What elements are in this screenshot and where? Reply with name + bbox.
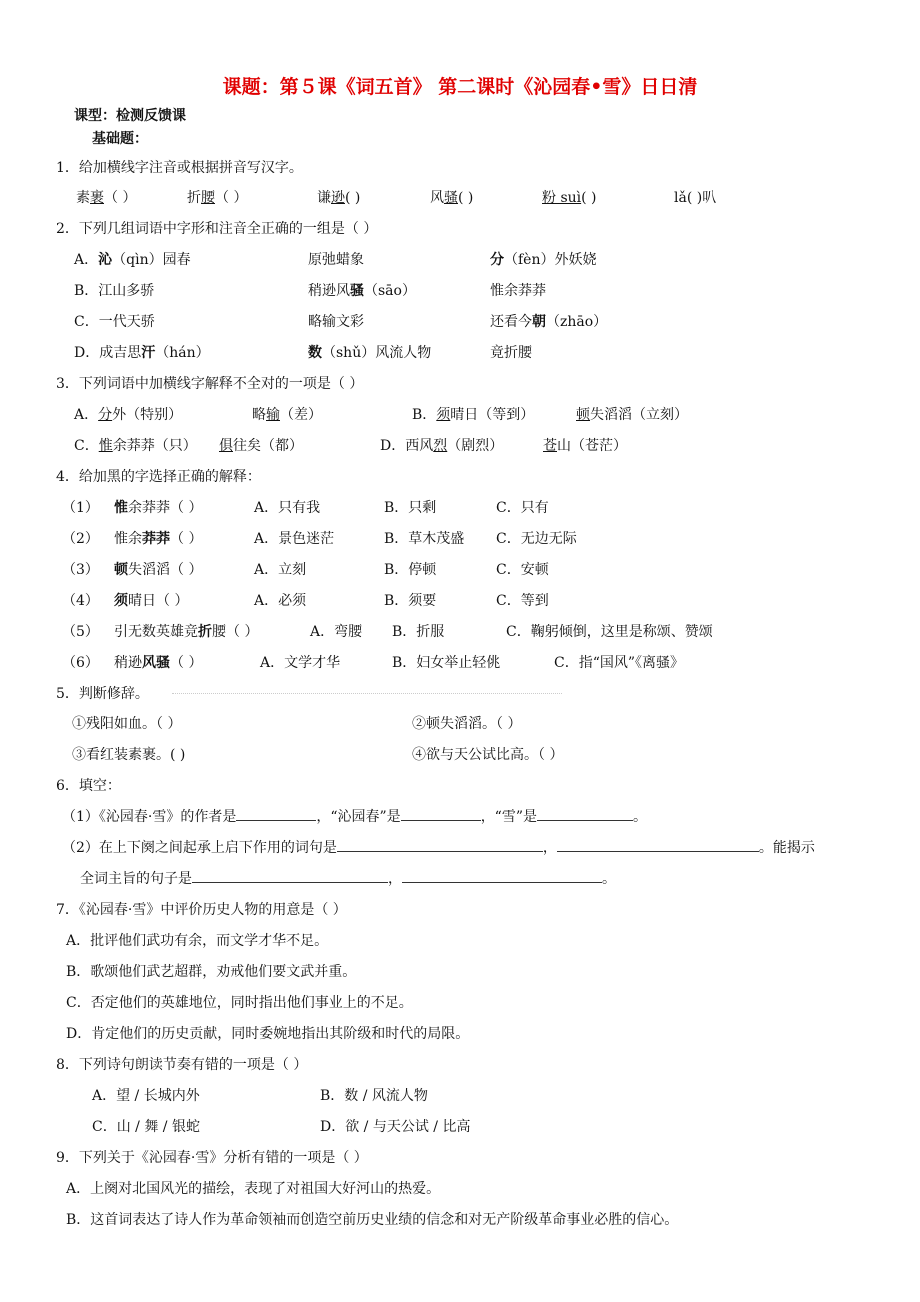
- q4-row-5-a: A．弯腰: [310, 624, 363, 640]
- q7-option-b: B．歌颂他们武艺超群，劝戒他们要文武并重。: [66, 964, 357, 980]
- q7-option-d: D．肯定他们的历史贡献，同时委婉地指出其阶级和时代的局限。: [66, 1026, 470, 1042]
- q3-stem: 3．下列词语中加横线字解释不全对的一项是（ ）: [56, 376, 364, 392]
- q4-row-6-num: （6）: [62, 655, 99, 671]
- q4-row-2-b: B．草木茂盛: [384, 531, 465, 547]
- blank-cipai[interactable]: [401, 806, 481, 821]
- q4-row-5-b: B．折服: [392, 624, 445, 640]
- section-basic-heading: 基础题：: [92, 131, 148, 147]
- q2-stem: 2．下列几组词语中字形和注音全正确的一组是（ ）: [56, 221, 378, 237]
- q4-row-4-c: C．等到: [496, 593, 549, 609]
- q2-a-col3: 分（fèn）外妖娆: [490, 252, 597, 268]
- q7-option-a: A．批评他们武功有余，而文学才华不足。: [66, 933, 329, 949]
- q2-d-col3: 竟折腰: [490, 345, 532, 361]
- q1-item-1: 素裹（ ）: [76, 190, 137, 206]
- q1-stem: 1．给加横线字注音或根据拼音写汉字。: [56, 160, 303, 176]
- q2-d-col1: D．成吉思汗（hán）: [74, 345, 210, 361]
- divider: [172, 693, 562, 694]
- q9-option-a: A．上阕对北国风光的描绘，表现了对祖国大好河山的热爱。: [66, 1181, 441, 1197]
- q3-b2: 顿失滔滔（立刻）: [576, 407, 688, 423]
- q8-option-d: D．欲 / 与天公试 / 比高: [320, 1119, 471, 1135]
- q4-row-4-a: A．必须: [254, 593, 307, 609]
- q1-item-3: 谦逊( ): [317, 190, 361, 206]
- q4-row-1-c: C．只有: [496, 500, 549, 516]
- q2-b-col3: 惟余莽莽: [490, 283, 546, 299]
- q5-item-2: ②顿失滔滔。（ ）: [412, 716, 522, 732]
- q4-row-4-num: （4）: [62, 593, 99, 609]
- q4-row-4-b: B．须要: [384, 593, 437, 609]
- blank-transition-1[interactable]: [337, 837, 543, 852]
- q4-row-6-text: 稍逊风骚（ ）: [114, 655, 203, 671]
- q4-row-3-text: 顿失滔滔（ ）: [114, 562, 203, 578]
- q3-c1: C．惟余莽莽（只）: [74, 438, 197, 454]
- q4-row-3-c: C．安顿: [496, 562, 549, 578]
- blank-theme-1[interactable]: [192, 868, 388, 883]
- q3-b1: B．须晴日（等到）: [412, 407, 535, 423]
- q9-option-b: B．这首词表达了诗人作为革命领袖而创造空前历史业绩的信念和对无产阶级革命事业必胜的信心。: [66, 1212, 679, 1228]
- q1-item-4: 风骚( ): [430, 190, 474, 206]
- q6-line-2: （2）在上下阕之间起承上启下作用的词句是 ， 。能揭示: [62, 837, 815, 857]
- q2-c-col3: 还看今朝（zhāo）: [490, 314, 608, 330]
- q4-row-1-b: B．只剩: [384, 500, 437, 516]
- q2-c-col1: C．一代天骄: [74, 314, 155, 330]
- q6-stem: 6．填空：: [56, 778, 121, 794]
- q4-row-1-text: 惟余莽莽（ ）: [114, 500, 203, 516]
- q3-d1: D．西风烈（剧烈）: [380, 438, 504, 454]
- q4-row-2-text: 惟余莽莽（ ）: [114, 531, 203, 547]
- q8-option-c: C．山 / 舞 / 银蛇: [92, 1119, 200, 1135]
- q1-item-6: lǎ( )叭: [674, 190, 717, 206]
- q4-row-6-b: B．妇女举止轻佻: [392, 655, 501, 671]
- q2-b-col1: B．江山多骄: [74, 283, 155, 299]
- q4-row-2-c: C．无边无际: [496, 531, 577, 547]
- q4-row-5-text: 引无数英雄竞折腰（ ）: [114, 624, 259, 640]
- q2-c-col2: 略输文彩: [308, 314, 364, 330]
- q5-item-3: ③看红装素裹。( ): [72, 747, 186, 763]
- q5-item-4: ④欲与天公试比高。（ ）: [412, 747, 564, 763]
- q4-row-2-num: （2）: [62, 531, 99, 547]
- q8-option-b: B．数 / 风流人物: [320, 1088, 428, 1104]
- q5-stem: 5．判断修辞。: [56, 686, 149, 702]
- q4-row-6-c: C．指“国风”《离骚》: [554, 655, 685, 671]
- q4-row-3-num: （3）: [62, 562, 99, 578]
- q2-a-col1: A．沁（qìn）园春: [74, 252, 191, 268]
- blank-theme-2[interactable]: [402, 868, 602, 883]
- q4-row-6-a: A．文学才华: [260, 655, 341, 671]
- q4-row-3-b: B．停顿: [384, 562, 437, 578]
- q4-stem: 4．给加黑的字选择正确的解释：: [56, 469, 261, 485]
- q8-stem: 8．下列诗句朗读节奏有错的一项是（ ）: [56, 1057, 308, 1073]
- q5-item-1: ①残阳如血。（ ）: [72, 716, 182, 732]
- q8-option-a: A．望 / 长城内外: [92, 1088, 200, 1104]
- q2-b-col2: 稍逊风骚（sāo）: [308, 283, 416, 299]
- q4-row-5-c: C．鞠躬倾倒，这里是称颂、赞颂: [506, 624, 713, 640]
- q1-item-2: 折腰（ ）: [187, 190, 248, 206]
- q1-item-5: 粉 suì( ): [542, 190, 597, 206]
- q7-option-c: C．否定他们的英雄地位，同时指出他们事业上的不足。: [66, 995, 413, 1011]
- q4-row-5-num: （5）: [62, 624, 99, 640]
- q3-d2: 苍山（苍茫）: [543, 438, 627, 454]
- q6-line-3: 全词主旨的句子是 ， 。: [80, 868, 616, 888]
- q4-row-4-text: 须晴日（ ）: [114, 593, 189, 609]
- q4-row-1-num: （1）: [62, 500, 99, 516]
- blank-title[interactable]: [537, 806, 633, 821]
- q4-row-3-a: A．立刻: [254, 562, 307, 578]
- q6-line-1: （1）《沁园春·雪》的作者是 ，“沁园春”是 ，“雪”是 。: [62, 806, 647, 826]
- q2-d-col2: 数（shǔ）风流人物: [308, 345, 432, 361]
- q3-a2: 略输（差）: [252, 407, 322, 423]
- q3-a1: A．分外（特别）: [74, 407, 183, 423]
- page-title: 课题：第５课《词五首》 第二课时《沁园春•雪》日日清: [222, 76, 698, 98]
- blank-author[interactable]: [236, 806, 316, 821]
- q4-row-2-a: A．景色迷茫: [254, 531, 335, 547]
- q3-c2: 俱往矣（都）: [219, 438, 303, 454]
- course-type: 课型：检测反馈课: [74, 108, 186, 124]
- q9-stem: 9．下列关于《沁园春·雪》分析有错的一项是（ ）: [56, 1150, 368, 1166]
- q7-stem: 7．《沁园春·雪》中评价历史人物的用意是（ ）: [56, 902, 347, 918]
- q4-row-1-a: A．只有我: [254, 500, 321, 516]
- q2-a-col2: 原弛蜡象: [308, 252, 364, 268]
- blank-transition-2[interactable]: [557, 837, 759, 852]
